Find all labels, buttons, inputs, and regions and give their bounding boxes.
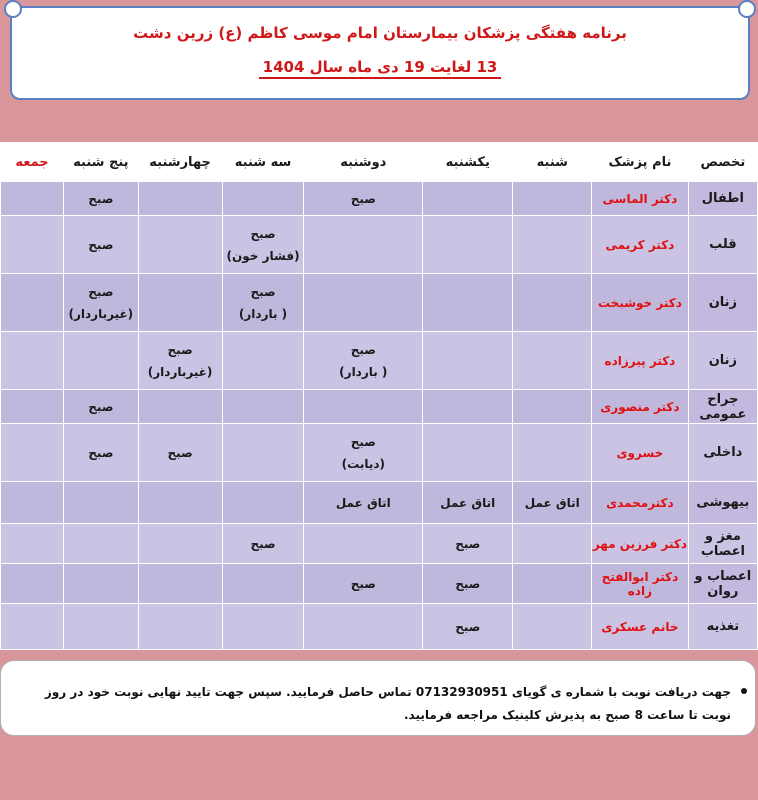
schedule-cell: [513, 274, 592, 332]
doctor-name-cell: دکترمحمدی: [592, 482, 689, 524]
schedule-cell: [304, 482, 423, 524]
schedule-cell: [222, 390, 304, 424]
schedule-cell: [138, 332, 222, 390]
schedule-cell: [304, 332, 423, 390]
schedule-cell: [1, 424, 64, 482]
schedule-cell: [513, 332, 592, 390]
schedule-cell: [423, 482, 513, 524]
schedule-cell: [513, 524, 592, 564]
schedule-cell: [423, 332, 513, 390]
shift-label: صبح: [350, 342, 376, 357]
table-row: [1, 604, 758, 650]
table-row: [1, 332, 758, 390]
schedule-cell: [423, 564, 513, 604]
schedule-cell: [1, 564, 64, 604]
schedule-cell: [138, 482, 222, 524]
col-header-saturday: شنبه: [513, 143, 592, 182]
col-header-wednesday: چهارشنبه: [138, 143, 222, 182]
bullet-icon: [741, 688, 747, 694]
shift-label: صبح: [350, 434, 376, 449]
shift-note: (غیرباردار): [68, 306, 134, 321]
schedule-table: [0, 142, 758, 650]
schedule-cell: [222, 424, 304, 482]
schedule-cell: [513, 390, 592, 424]
schedule-cell: [64, 182, 139, 216]
col-header-tuesday: سه شنبه: [222, 143, 304, 182]
scroll-curl-right: [738, 0, 756, 18]
doctor-name-cell: خانم عسکری: [592, 604, 689, 650]
specialty-cell: جراح عمومی: [688, 390, 757, 424]
doctor-name-cell: دکتر منصوری: [592, 390, 689, 424]
date-range-text: 13 لغایت 19 دی ماه سال 1404: [259, 58, 502, 79]
doctor-name-cell: دکتر الماسی: [592, 182, 689, 216]
table-row: [1, 274, 758, 332]
schedule-cell: [222, 482, 304, 524]
schedule-cell: [138, 564, 222, 604]
schedule-cell: [64, 482, 139, 524]
schedule-cell: [1, 390, 64, 424]
shift-label: صبح: [88, 445, 114, 460]
col-header-friday: جمعه: [1, 143, 64, 182]
instructions-text: جهت دریافت نوبت با شماره ی گویای 07132930951 تماس حاصل فرمایید. سپس جهت تایید نهایی نوبت خود در روز نوبت تا ساعت 8 صبح به پذیرش کلینیک مراجعه فرمایید.: [44, 685, 731, 722]
shift-label: صبح: [88, 237, 114, 252]
table-row: [1, 482, 758, 524]
schedule-cell: [423, 424, 513, 482]
shift-label: اتاق عمل: [440, 495, 496, 510]
schedule-cell: [64, 274, 139, 332]
specialty-cell: اعصاب و روان: [688, 564, 757, 604]
shift-label: صبح: [88, 399, 114, 414]
shift-label: صبح: [250, 284, 276, 299]
schedule-cell: [304, 216, 423, 274]
table-row: [1, 424, 758, 482]
schedule-cell: [1, 332, 64, 390]
doctor-name-cell: دکتر خوشبخت: [592, 274, 689, 332]
scroll-curl-left: [4, 0, 22, 18]
schedule-cell: [64, 390, 139, 424]
specialty-cell: زنان: [688, 332, 757, 390]
shift-label: صبح: [167, 342, 193, 357]
shift-note: ( باردار): [238, 306, 288, 321]
header-banner: [10, 6, 750, 100]
shift-note: ( باردار): [339, 364, 388, 379]
schedule-cell: [423, 216, 513, 274]
shift-label: صبح: [350, 191, 376, 206]
schedule-cell: [222, 604, 304, 650]
specialty-cell: اطفال: [688, 182, 757, 216]
schedule-cell: [1, 182, 64, 216]
header-row: [1, 143, 758, 182]
schedule-cell: [1, 604, 64, 650]
schedule-cell: [423, 604, 513, 650]
schedule-cell: [64, 524, 139, 564]
schedule-cell: [1, 216, 64, 274]
specialty-cell: بیهوشی: [688, 482, 757, 524]
schedule-cell: [64, 564, 139, 604]
schedule-cell: [304, 424, 423, 482]
schedule-cell: [423, 524, 513, 564]
col-header-monday: دوشنبه: [304, 143, 423, 182]
schedule-cell: [304, 182, 423, 216]
schedule-cell: [423, 182, 513, 216]
instructions-box: [0, 660, 756, 736]
schedule-cell: [423, 390, 513, 424]
schedule-cell: [138, 182, 222, 216]
schedule-cell: [138, 274, 222, 332]
schedule-cell: [304, 524, 423, 564]
shift-label: صبح: [88, 191, 114, 206]
schedule-cell: [222, 524, 304, 564]
schedule-cell: [1, 274, 64, 332]
schedule-cell: [513, 182, 592, 216]
schedule-cell: [513, 604, 592, 650]
specialty-cell: داخلی: [688, 424, 757, 482]
schedule-cell: [222, 564, 304, 604]
schedule-cell: [138, 216, 222, 274]
schedule-cell: [222, 216, 304, 274]
shift-label: صبح: [250, 536, 276, 551]
shift-label: صبح: [455, 576, 481, 591]
schedule-cell: [513, 482, 592, 524]
col-header-sunday: یکشنبه: [423, 143, 513, 182]
shift-note: (فشار خون): [226, 248, 300, 263]
schedule-cell: [138, 390, 222, 424]
table-row: [1, 216, 758, 274]
shift-label: صبح: [250, 226, 276, 241]
schedule-cell: [64, 604, 139, 650]
table-row: [1, 390, 758, 424]
page-title: برنامه هفتگی پزشکان بیمارستان امام موسی کاظم (ع) زرین دشت: [133, 24, 627, 42]
doctor-name-cell: دکتر ابوالفتح زاده: [592, 564, 689, 604]
schedule-cell: [304, 564, 423, 604]
table-row: [1, 524, 758, 564]
shift-label: صبح: [455, 619, 481, 634]
shift-label: صبح: [88, 284, 114, 299]
schedule-cell: [1, 482, 64, 524]
shift-note: (دیابت): [341, 456, 385, 471]
col-header-thursday: پنج شنبه: [64, 143, 139, 182]
schedule-cell: [1, 524, 64, 564]
col-header-specialty: تخصص: [688, 143, 757, 182]
schedule-cell: [64, 332, 139, 390]
shift-note: (غیرباردار): [147, 364, 213, 379]
schedule-cell: [64, 216, 139, 274]
schedule-cell: [138, 604, 222, 650]
shift-label: اتاق عمل: [524, 495, 580, 510]
schedule-cell: [222, 332, 304, 390]
schedule-cell: [423, 274, 513, 332]
shift-label: صبح: [455, 536, 481, 551]
specialty-cell: قلب: [688, 216, 757, 274]
schedule-cell: [304, 274, 423, 332]
schedule-cell: [222, 274, 304, 332]
shift-label: صبح: [350, 576, 376, 591]
doctor-name-cell: دکتر کریمی: [592, 216, 689, 274]
specialty-cell: تغذیه: [688, 604, 757, 650]
schedule-cell: [513, 216, 592, 274]
col-header-doctor: نام پزشک: [592, 143, 689, 182]
table-row: [1, 564, 758, 604]
schedule-cell: [304, 604, 423, 650]
shift-label: اتاق عمل: [335, 495, 391, 510]
specialty-cell: زنان: [688, 274, 757, 332]
table-row: [1, 182, 758, 216]
specialty-cell: مغز و اعصاب: [688, 524, 757, 564]
schedule-cell: [138, 424, 222, 482]
date-range: [12, 58, 748, 76]
doctor-name-cell: دکتر فرزین مهر: [592, 524, 689, 564]
doctor-name-cell: دکتر پیرزاده: [592, 332, 689, 390]
doctor-name-cell: خسروی: [592, 424, 689, 482]
schedule-cell: [138, 524, 222, 564]
schedule-cell: [222, 182, 304, 216]
schedule-cell: [513, 564, 592, 604]
schedule-cell: [513, 424, 592, 482]
schedule-cell: [304, 390, 423, 424]
schedule-cell: [64, 424, 139, 482]
shift-label: صبح: [167, 445, 193, 460]
